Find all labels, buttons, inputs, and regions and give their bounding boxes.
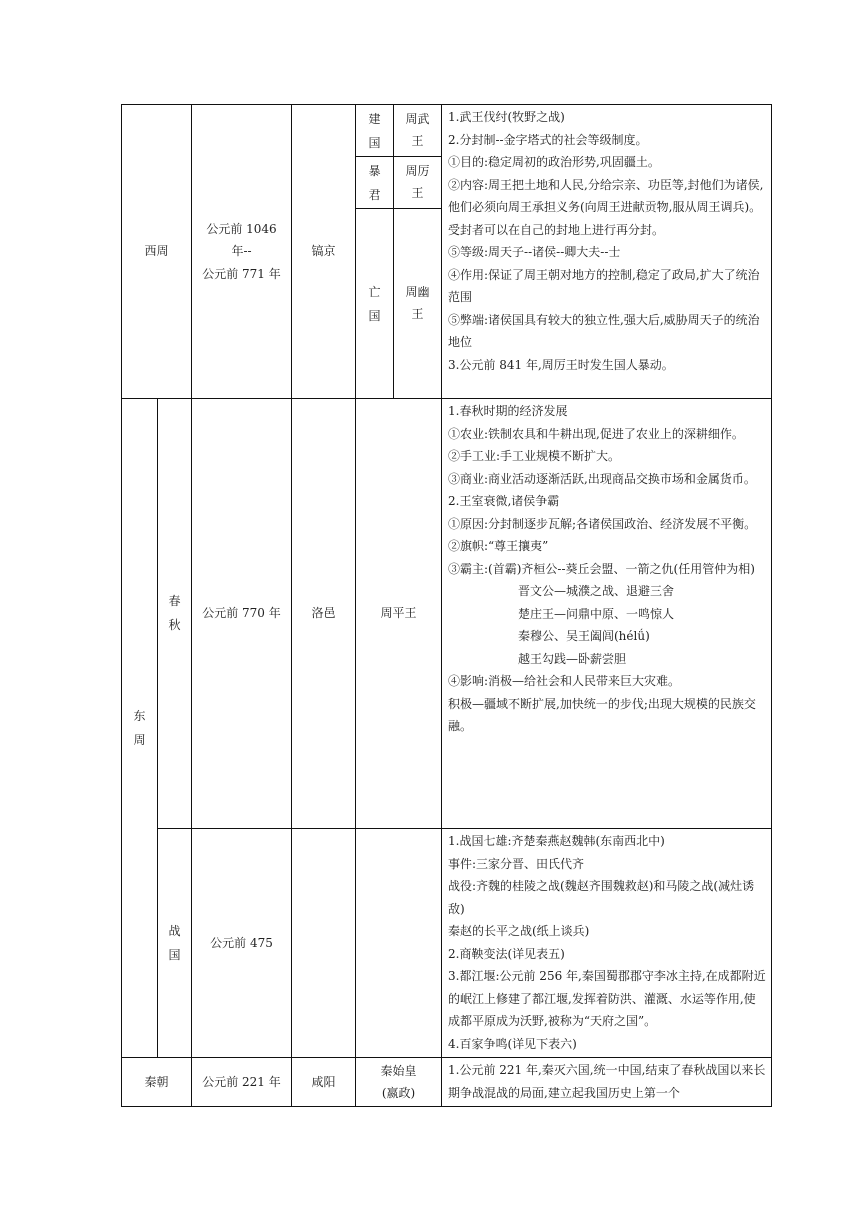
dynasty-cell bbox=[122, 399, 158, 1058]
content-line: 事件:三家分晋、田氏代齐 bbox=[448, 856, 585, 871]
king-name: 周厉王 bbox=[405, 164, 430, 201]
king-label: 建国 bbox=[368, 111, 381, 150]
sub-period-cell bbox=[158, 829, 192, 1058]
content-line: ①目的:稳定周初的政治形势,巩固疆土。 bbox=[448, 155, 660, 169]
content-line: ①原因:分封制逐步瓦解;各诸侯国政治、经济发展不平衡。 bbox=[448, 516, 757, 531]
content-line: 秦赵的长平之战(纸上谈兵) bbox=[448, 924, 590, 938]
sub-period-name: 战国 bbox=[168, 924, 181, 962]
history-table bbox=[121, 104, 772, 1107]
king-name: 周幽王 bbox=[405, 285, 430, 322]
content-line: 4.百家争鸣(详见下表六) bbox=[448, 1036, 577, 1051]
content-line: 秦穆公、吴王阖闾(hélǘ) bbox=[518, 629, 650, 643]
content-line: ③商业:商业活动逐渐活跃,出现商品交换市场和金属货币。 bbox=[448, 471, 756, 486]
label-cell bbox=[356, 209, 394, 399]
dynasty-name: 秦朝 bbox=[144, 1074, 169, 1089]
content-line: 3.公元前 841 年,周厉王时发生国人暴动。 bbox=[448, 357, 674, 372]
content-line: 1.春秋时期的经济发展 bbox=[448, 404, 568, 418]
content-line: 晋文公—城濮之战、退避三舍 bbox=[518, 584, 675, 598]
content-line: 1.公元前 221 年,秦灭六国,统一中国,结束了春秋战国以来长期争战混战的局面,建立起我国历史上第一个 bbox=[448, 1063, 766, 1100]
capital-cell bbox=[292, 399, 356, 829]
content-line: 3.都江堰:公元前 256 年,秦国蜀郡郡守李冰主持,在成都附近的岷江上修建了都江堰,发挥着防洪、灌溉、水运等作用,使成都平原成为沃野,被称为“天府之国”。 bbox=[448, 969, 766, 1028]
content-line: ⑤弊端:诸侯国具有较大的独立性,强大后,威胁周天子的统治地位 bbox=[448, 312, 760, 349]
content-line: 战役:齐魏的桂陵之战(魏赵齐围魏救赵)和马陵之战(减灶诱敌) bbox=[448, 879, 755, 916]
content-line: ③霸主:(首霸)齐桓公--葵丘会盟、一箭之仇(任用管仲为相) bbox=[448, 561, 755, 576]
capital-name: 咸阳 bbox=[311, 1074, 336, 1089]
content-line: 2.分封制--金字塔式的社会等级制度。 bbox=[448, 132, 648, 147]
content-line: 积极—疆域不断扩展,加快统一的步伐;出现大规模的民族交融。 bbox=[448, 696, 756, 733]
king-cell bbox=[356, 829, 442, 1058]
capital-cell bbox=[292, 829, 356, 1058]
period-text: 公元前 1046 bbox=[206, 221, 277, 236]
period-text: 年-- bbox=[231, 244, 252, 259]
sub-period-cell bbox=[158, 399, 192, 829]
content-line: ②手工业:手工业规模不断扩大。 bbox=[448, 449, 621, 463]
king-label: 亡国 bbox=[368, 284, 381, 323]
content-line: 越王勾践—卧薪尝胆 bbox=[518, 651, 627, 666]
dynasty-cell bbox=[122, 105, 192, 399]
king-label: 暴君 bbox=[368, 163, 381, 202]
table-row bbox=[122, 105, 772, 157]
content-line: 1.战国七雄:齐楚秦燕赵魏韩(东南西北中) bbox=[448, 834, 665, 848]
period-cell bbox=[192, 399, 292, 829]
dynasty-name: 西周 bbox=[144, 244, 169, 259]
king-cell bbox=[356, 399, 442, 829]
content-line: 2.商鞅变法(详见表五) bbox=[448, 946, 565, 961]
capital-cell bbox=[292, 105, 356, 399]
king-name: 周平王 bbox=[380, 606, 417, 621]
capital-name: 洛邑 bbox=[311, 606, 336, 621]
period-cell bbox=[192, 1058, 292, 1107]
king-cell bbox=[356, 1058, 442, 1107]
king-name: 秦始皇 bbox=[380, 1063, 417, 1078]
sub-period-name: 春秋 bbox=[168, 594, 181, 632]
content-cell bbox=[442, 829, 772, 1058]
period-text: 公元前 770 年 bbox=[202, 606, 281, 621]
content-line: ①农业:铁制农具和牛耕出现,促进了农业上的深耕细作。 bbox=[448, 426, 744, 441]
table-row bbox=[122, 399, 772, 829]
content-line: ②内容:周王把土地和人民,分给宗亲、功臣等,封他们为诸侯,他们必须向周王承担义务(向周王进献贡物,服从周王调兵)。受封者可以在自己的封地上进行再分封。 bbox=[448, 177, 764, 237]
dynasty-cell bbox=[122, 1058, 192, 1107]
king-cell bbox=[394, 209, 442, 399]
king-name: 周武王 bbox=[405, 112, 430, 149]
capital-cell bbox=[292, 1058, 356, 1107]
content-line: ⑤等级:周天子--诸侯--卿大夫--士 bbox=[448, 245, 621, 259]
period-text: 公元前 221 年 bbox=[202, 1074, 281, 1089]
content-line: 2.王室衰微,诸侯争霸 bbox=[448, 494, 560, 508]
capital-name: 镐京 bbox=[311, 244, 336, 259]
content-line: 1.武王伐纣(牧野之战) bbox=[448, 110, 565, 124]
label-cell bbox=[356, 157, 394, 209]
content-cell bbox=[442, 399, 772, 829]
king-cell bbox=[394, 105, 442, 157]
content-line: ②旗帜:“尊王攘夷” bbox=[448, 539, 549, 553]
content-line: ④作用:保证了周王朝对地方的控制,稳定了政局,扩大了统治范围 bbox=[448, 267, 760, 304]
king-name: (嬴政) bbox=[381, 1086, 416, 1100]
table-row bbox=[122, 1058, 772, 1107]
king-cell bbox=[394, 157, 442, 209]
content-line: ④影响:消极—给社会和人民带来巨大灾难。 bbox=[448, 674, 681, 688]
period-cell bbox=[192, 105, 292, 399]
dynasty-name: 东周 bbox=[133, 709, 146, 747]
period-text: 公元前 475 bbox=[210, 935, 273, 950]
period-text: 公元前 771 年 bbox=[202, 266, 281, 281]
period-cell bbox=[192, 829, 292, 1058]
content-line: 楚庄王—问鼎中原、一鸣惊人 bbox=[518, 606, 675, 621]
content-cell bbox=[442, 105, 772, 399]
content-cell bbox=[442, 1058, 772, 1107]
table-row bbox=[122, 829, 772, 1058]
label-cell bbox=[356, 105, 394, 157]
